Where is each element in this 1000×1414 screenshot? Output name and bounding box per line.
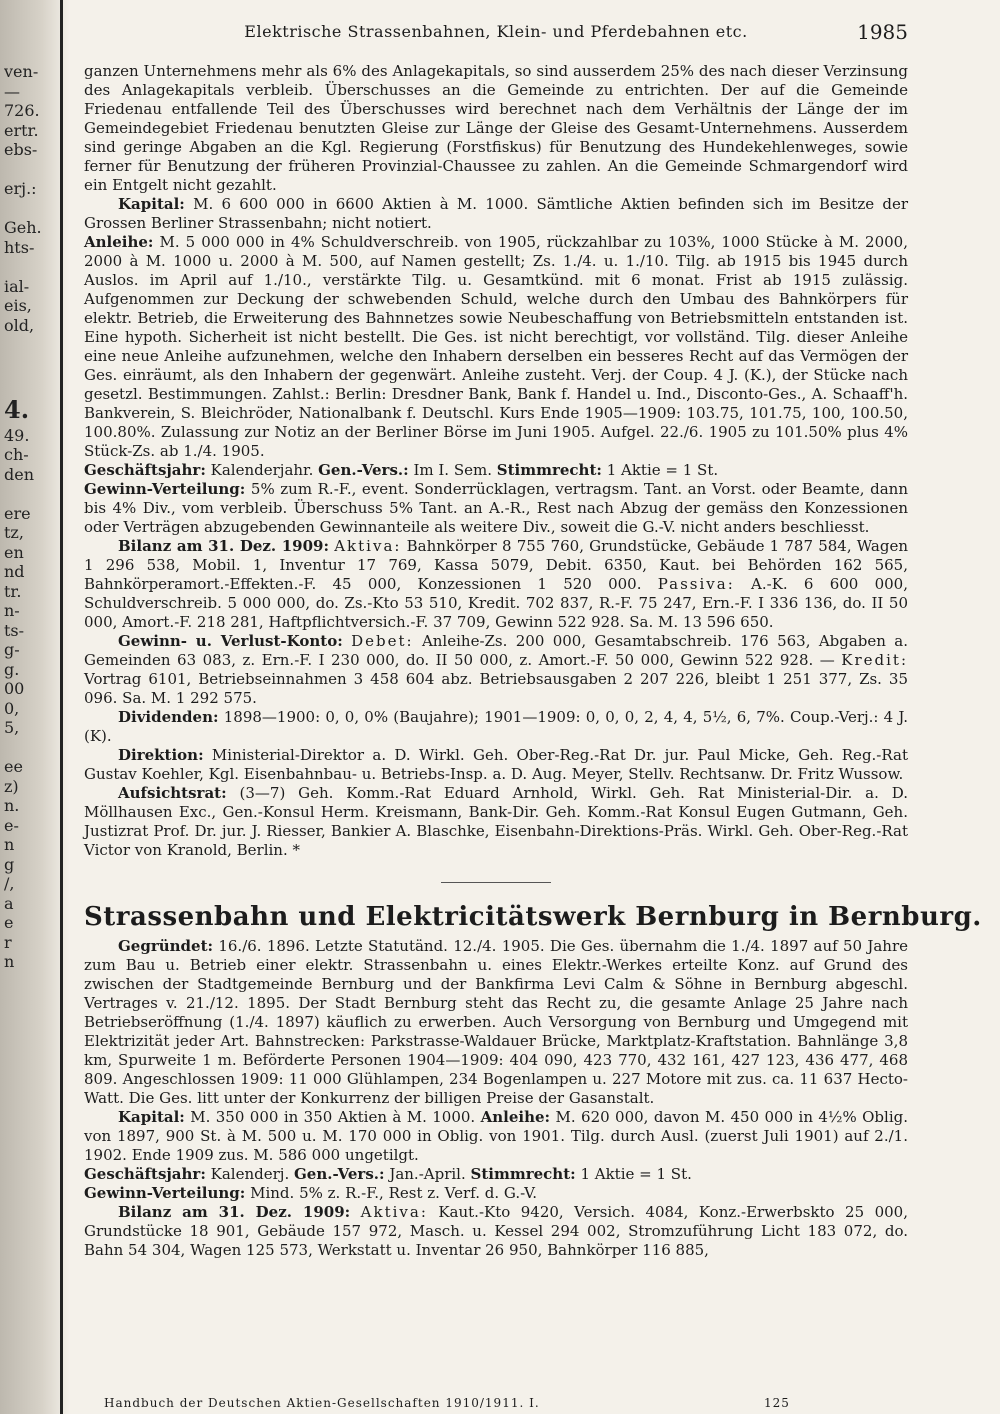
direktion-entry <box>84 746 908 784</box>
ar-text: (3—7) Geh. Komm.-Rat Eduard Arnhold, Wirkl. Geh. Rat Ministerial-Dir. a. D. Möllhausen Exc., Gen.-Konsul Herm. Kreismann, Bank-Dir. Geh. Komm.-Rat Konsul Eugen Gutmann, Geh. Justizrat Prof. Dr. jur. J. Riesser, Bankier A. Blaschke, Eisenbahn-Direktions-Präs. Wirkl. Geh. Ober-Reg.-Rat Victor von Kranold, Berlin. * <box>84 784 908 859</box>
running-title: Elektrische Strassenbahnen, Klein- und Pferdebahnen etc. <box>244 22 748 41</box>
gewinn-verteilung-entry <box>84 480 908 537</box>
margin-fragment <box>4 199 58 219</box>
page-footer <box>84 1396 908 1412</box>
margin-fragment: ere <box>4 503 31 523</box>
margin-fragment: g. <box>4 659 20 679</box>
margin-fragment: ts- <box>4 620 25 640</box>
margin-fragment: ertr. <box>4 120 39 140</box>
kapital-label-2: Kapital: <box>118 1108 185 1126</box>
sr-text: 1 Aktie = 1 St. <box>606 461 719 479</box>
margin-fragment: n <box>4 835 15 854</box>
margin-fragment: z) <box>4 776 19 796</box>
margin-fragment: den <box>4 464 35 484</box>
kapital-text-2: M. 350 000 in 350 Aktien à M. 1000. <box>190 1108 476 1126</box>
margin-fragment: eis, <box>4 296 32 315</box>
gj-text: Kalenderjahr. <box>210 461 314 479</box>
guv-entry: Gewinn- u. Verlust-Konto: Debet: Anleihe-Zs. 200 000, Gesamtabschreib. 176 563, Abgaben a. Gemeinden 63 083, z. Ern.-F. I 230 000, do. II 50 000, z. Amort.-F. 50 000, Gewinn 522 928. — Kredit: Vortrag 6101, Betriebseinnahmen 3 458 604 abz. Betriebsausgaben 2 207 226, bleibt 1 251 377, Zs. 35 096. Sa. M. 1 292 575. <box>84 632 909 707</box>
guv-kredit: Vortrag 6101, Betriebseinnahmen 3 458 604 abz. Betriebsausgaben 2 207 226, bleibt 1 251 377, Zs. 35 096. Sa. M. 1 292 575. <box>84 670 908 707</box>
kapital-entry <box>84 195 908 233</box>
gegr-label: Gegründet: <box>118 937 214 955</box>
margin-fragment: ch- <box>4 445 29 464</box>
margin-fragment: 5, <box>4 718 20 737</box>
gv-label: Gen.-Vers.: <box>318 461 409 479</box>
aktiva-label: Aktiva: <box>334 537 402 555</box>
sr-label-2: Stimmrecht: <box>470 1165 576 1183</box>
margin-fragment <box>4 160 58 180</box>
margin-fragment: ial- <box>4 276 30 296</box>
margin-fragment: — <box>4 81 20 101</box>
margin-fragment <box>4 738 58 758</box>
margin-fragment: e- <box>4 815 19 835</box>
aufsichtsrat-entry <box>84 784 908 860</box>
gj-label-2: Geschäftsjahr: <box>84 1165 206 1183</box>
margin-fragment: a <box>4 893 14 913</box>
continuation-paragraph: ganzen Unternehmens mehr als 6% des Anlagekapitals, so sind ausserdem 25% des nach dieser Verzinsung des Anlagekapitals verbleib. Überschusses an die Gemeinde zu entrichten. Der auf die Gemeinde Friedenau entfallende Teil des Überschusses wird berechnet nach dem Verhältnis der Länge der im Gemeindegebiet Friedenau benutzten Gleise zur Länge der Gleise des Gesamt-Unternehmens. Ausserdem sind geringe Abgaben an die Kgl. Regierung (Forstfiskus) für Benutzung des Hundekehlenweges, sowie ferner für Benutzung der früheren Provinzial-Chaussee zu zahlen. An die Gemeinde Schmargendorf wird ein Entgelt nicht gezahlt. <box>84 62 908 194</box>
kredit-label: Kredit: <box>841 651 909 669</box>
company-title: Strassenbahn und Elektricitätswerk Bernburg in Bernburg. <box>84 902 982 932</box>
margin-fragment <box>4 374 58 394</box>
gv-text-2: Jan.-April. <box>389 1165 466 1183</box>
bilanz-entry <box>84 537 908 632</box>
geschaeftsjahr-entry-2 <box>84 1165 908 1184</box>
div-text: 1898—1900: 0, 0, 0% (Baujahre); 1901—1909: 0, 0, 0, 2, 4, 4, 5½, 6, 7%. Coup.-Verj.: 4 J. (K). <box>84 708 908 745</box>
margin-fragment <box>4 335 58 355</box>
dir-label: Direktion: <box>118 746 204 764</box>
margin-fragment: 4. <box>4 394 30 424</box>
margin-fragment: Geh. <box>4 218 42 237</box>
passiva-label: Passiva: <box>657 575 735 593</box>
dividenden-entry <box>84 708 908 746</box>
bilanz-label: Bilanz am 31. Dez. 1909: <box>118 537 330 555</box>
sr-text-2: 1 Aktie = 1 St. <box>580 1165 692 1183</box>
aktiva-label-2: Aktiva: <box>360 1203 428 1221</box>
margin-fragment: tz, <box>4 523 24 542</box>
gewinn-verteilung-entry-2 <box>84 1184 908 1203</box>
margin-fragment: 49. <box>4 425 30 445</box>
anleihe-text-2: M. 620 000, davon M. 450 000 in 4½% Oblig. von 1897, 900 St. à M. 500 u. M. 170 000 in Oblig. von 1901. Tilg. durch Ausl. (zuerst Juli 1901) auf 2./1. 1902. Ende 1909 zus. M. 586 000 ungetilgt. <box>84 1108 908 1164</box>
dir-text: Ministerial-Direktor a. D. Wirkl. Geh. Ober-Reg.-Rat Dr. jur. Paul Micke, Geh. Reg.-Rat Gustav Koehler, Kgl. Eisenbahnbau- u. Betriebs-Insp. a. D. Aug. Meyer, Stellv. Rechtsanw. Dr. Fritz Wussow. <box>84 746 908 783</box>
margin-fragment <box>4 355 58 375</box>
page-number: 1985 <box>857 20 908 44</box>
margin-fragment: ee <box>4 757 23 776</box>
margin-fragment: /, <box>4 874 15 893</box>
gewinn-text: 5% zum R.-F., event. Sonderrücklagen, vertragsm. Tant. an Vorst. oder Beamte, dann bis 4% Div., vom verbleib. Überschuss 5% Tant. an A.-R., Rest nach Abzug der gemäss den Konzessionen oder Verträgen abzugebenden Gewinnanteile als weitere Div., soweit die G.-V. nicht anders beschliesst. <box>84 480 908 536</box>
div-label: Dividenden: <box>118 708 219 726</box>
left-margin-fragments <box>4 62 58 972</box>
bilanz-aktiva: Bahnkörper 8 755 760, Grundstücke, Gebäude 1 787 584, Wagen 1 296 538, Mobil. 1, Inventur 17 769, Kassa 5079, Debit. 6350, Kaut. bei Behörden 162 565, Bahnkörperamort.-Effekten.-F. 45 000, Konzessionen 1 520 000. <box>84 537 908 593</box>
sheet-number: 125 <box>764 1396 790 1410</box>
margin-fragment: 726. <box>4 101 40 120</box>
section-divider <box>441 882 551 883</box>
anleihe-entry <box>84 233 908 461</box>
bilanz-passiva: A.-K. 6 600 000, Schuldverschreib. 5 000 000, do. Zs.-Kto 53 510, Kredit. 702 837, R.-F. 75 247, Ern.-F. I 336 136, do. II 50 000, Amort.-F. 218 281, Haftpflichtversich.-F. 37 709, Gewinn 522 928. Sa. M. 13 596 650. <box>84 575 908 631</box>
gv-text: Im I. Sem. <box>413 461 492 479</box>
gewinn-label-2: Gewinn-Verteilung: <box>84 1184 246 1202</box>
bilanz-aktiva-2: Kaut.-Kto 9420, Versich. 4084, Konz.-Erwerbskto 25 000, Grundstücke 18 901, Gebäude 157 972, Masch. u. Kessel 294 002, Stromzuführung Licht 183 072, do. Bahn 54 304, Wagen 125 573, Werkstatt u. Inventar 26 950, Bahnkörper 116 885, <box>84 1203 908 1259</box>
margin-fragment: ebs- <box>4 140 38 159</box>
margin-fragment: r <box>4 932 12 952</box>
margin-fragment: old, <box>4 315 35 335</box>
gewinn-label: Gewinn-Verteilung: <box>84 480 246 498</box>
publication-footer: Handbuch der Deutschen Aktien-Gesellschaften 1910/1911. I. <box>104 1396 540 1410</box>
margin-fragment: erj.: <box>4 179 37 198</box>
margin-fragment: g <box>4 854 15 874</box>
gewinn-text-2: Mind. 5% z. R.-F., Rest z. Verf. d. G.-V. <box>250 1184 538 1202</box>
debet-label: Debet: <box>351 632 414 650</box>
guv-label: Gewinn- u. Verlust-Konto: <box>118 632 343 650</box>
kapital-text: M. 6 600 000 in 6600 Aktien à M. 1000. Sämtliche Aktien befinden sich im Besitze der Grossen Berliner Strassenbahn; nicht notiert. <box>84 195 908 232</box>
sr-label: Stimmrecht: <box>496 461 602 479</box>
margin-fragment: g- <box>4 640 20 659</box>
kapital-label: Kapital: <box>118 195 185 213</box>
guv-debet: Anleihe-Zs. 200 000, Gesamtabschreib. 176 563, Abgaben a. Gemeinden 63 083, z. Ern.-F. I 230 000, do. II 50 000, z. Amort.-F. 50 000, Gewinn 522 928. <box>84 632 908 669</box>
ar-label: Aufsichtsrat: <box>118 784 227 802</box>
margin-fragment: n <box>4 952 15 971</box>
bilanz-entry-2 <box>84 1203 908 1260</box>
anleihe-label: Anleihe: <box>84 233 154 251</box>
gutter-line <box>60 0 63 1414</box>
gj-label: Geschäftsjahr: <box>84 461 206 479</box>
gegr-text: 16./6. 1896. Letzte Statutänd. 12./4. 1905. Die Ges. übernahm die 1./4. 1897 auf 50 Jahre zum Bau u. Betrieb einer elektr. Strassenbahn u. eines Elektr.-Werkes erteilte Konz. auf Grund des zwischen der Stadtgemeinde Bernburg und der Bankfirma Levi Calm & Söhne in Bernburg abgeschl. Vertrages v. 21./12. 1895. Der Stadt Bernburg steht das Recht zu, die gesamte Anlage 25 Jahre nach Betriebseröffnung (1./4. 1897) käuflich zu erwerben. Auch Versorgung von Bernburg und Umgegend mit Elektrizität jeder Art. Bahnstrecken: Parkstrasse-Waldauer Brücke, Marktplatz-Kraftstation. Bahnlänge 3,8 km, Spurweite 1 m. Beförderte Personen 1904—1909: 404 090, 423 770, 432 161, 427 123, 436 477, 468 809. Angeschlossen 1909: 11 000 Glühlampen, 234 Bogenlampen u. 227 Motore mit zus. ca. 11 637 Hecto-Watt. Die Ges. litt unter der Konkurrenz der billigen Preise der Gasanstalt. <box>84 937 908 1107</box>
margin-fragment: ven- <box>4 62 39 81</box>
kapital-anleihe-entry <box>84 1108 908 1165</box>
margin-fragment <box>4 257 58 277</box>
margin-fragment: n- <box>4 601 20 620</box>
margin-fragment: en <box>4 542 24 562</box>
margin-fragment: n. <box>4 796 20 815</box>
main-column <box>84 62 982 1260</box>
margin-fragment: tr. <box>4 581 22 601</box>
bilanz-label-2: Bilanz am 31. Dez. 1909: <box>118 1203 351 1221</box>
gegruendet-entry <box>84 937 908 1108</box>
margin-fragment: 0, <box>4 698 20 718</box>
gj-text-2: Kalenderj. <box>210 1165 290 1183</box>
margin-fragment: nd <box>4 562 25 581</box>
gv-label-2: Gen.-Vers.: <box>294 1165 385 1183</box>
margin-fragment: e <box>4 913 14 932</box>
geschaeftsjahr-entry <box>84 461 908 480</box>
margin-fragment: 00 <box>4 679 25 698</box>
page-header <box>84 20 908 48</box>
anleihe-label-2: Anleihe: <box>480 1108 551 1126</box>
margin-fragment <box>4 484 58 504</box>
margin-fragment: hts- <box>4 237 35 257</box>
anleihe-text: M. 5 000 000 in 4% Schuldverschreib. von 1905, rückzahlbar zu 103%, 1000 Stücke à M. 2000, 2000 à M. 1000 u. 2000 à M. 500, auf Namen gestellt; Zs. 1./4. u. 1./10. Tilg. ab 1915 bis 1945 durch Auslos. im April auf 1./10., verstärkte Tilg. u. Gesamtkünd. mit 6 monat. Frist ab 1915 zulässig. Aufgenommen zur Deckung der schwebenden Schuld, welche durch den Umbau des Bahnkörpers für elektr. Betrieb, die Erweiterung des Bahnnetzes sowie Neubeschaffung von Betriebsmitteln entstanden ist. Eine hypoth. Sicherheit ist nicht bestellt. Die Ges. ist nicht berechtigt, vor vollständ. Tilg. dieser Anleihe eine neue Anleihe aufzunehmen, welche den Inhabern derselben ein besseres Recht auf das Vermögen der Ges. einräumt, als den Inhabern der gegenwärt. Anleihe zusteht. Verj. der Coup. 4 J. (K.), der Stücke nach gesetzl. Bestimmungen. Zahlst.: Berlin: Dresdner Bank, Bank f. Handel u. Ind., Disconto-Ges., A. Schaaff'h. Bankverein, S. Bleichröder, Nationalbank f. Deutschl. Kurs Ende 1905—1909: 103.75, 101.75, 100, 100.50, 100.80%. Zulassung zur Notiz an der Berliner Börse im Juni 1905. Aufgel. 22./6. 1905 zu 101.50% plus 4% Stück-Zs. ab 1./4. 1905. <box>84 233 908 460</box>
